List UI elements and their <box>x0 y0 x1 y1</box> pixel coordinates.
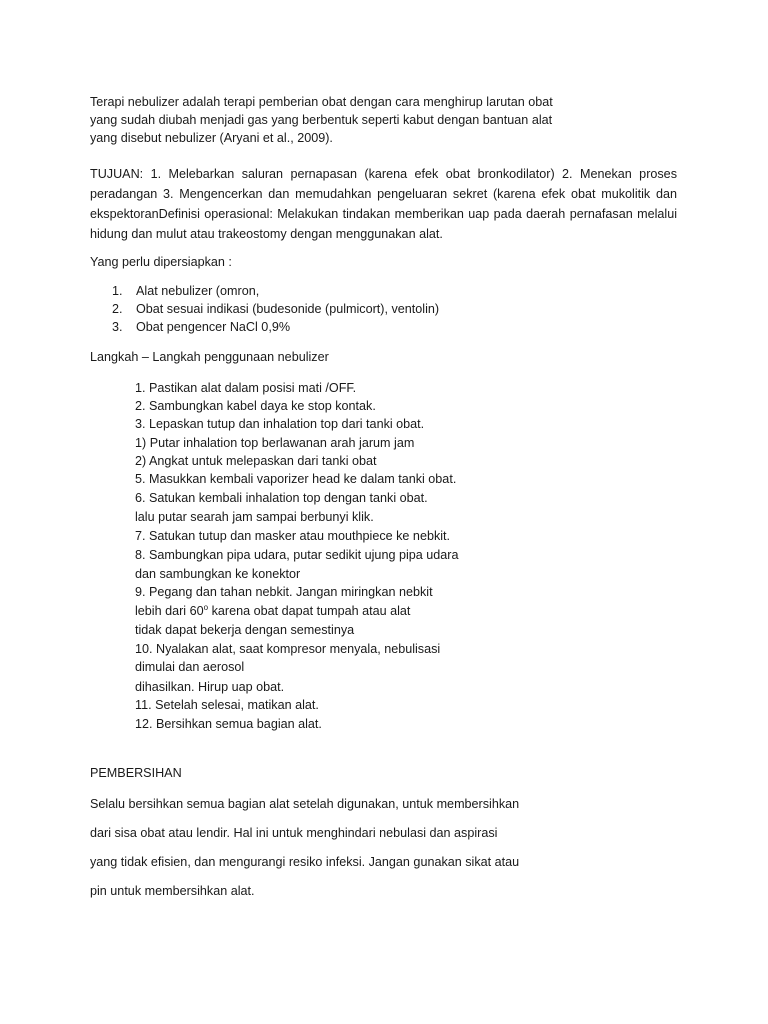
langkah-line-1: 1. Pastikan alat dalam posisi mati /OFF. <box>135 381 357 395</box>
langkah-line-13-after: karena obat dapat tumpah atau alat <box>208 604 411 618</box>
langkah-line-11: dan sambungkan ke konektor <box>135 567 301 581</box>
pembersihan-line-4: pin untuk membersihkan alat. <box>90 884 255 898</box>
langkah-line-8: lalu putar searah jam sampai berbunyi klik. <box>135 510 374 524</box>
langkah-line-16: dimulai dan aerosol <box>135 660 245 674</box>
persiapan-item-3: Obat pengencer NaCl 0,9% <box>136 320 291 334</box>
langkah-line-19: 12. Bersihkan semua bagian alat. <box>135 717 322 731</box>
persiapan-item-2: Obat sesuai indikasi (budesonide (pulmicort), ventolin) <box>136 302 440 316</box>
langkah-line-2: 2. Sambungkan kabel daya ke stop kontak. <box>135 399 376 413</box>
persiapan-heading: Yang perlu dipersiapkan : <box>90 255 232 269</box>
langkah-line-9: 7. Satukan tutup dan masker atau mouthpiece ke nebkit. <box>135 529 451 543</box>
langkah-line-10: 8. Sambungkan pipa udara, putar sedikit ujung pipa udara <box>135 548 459 562</box>
langkah-line-13 <box>135 602 410 620</box>
pembersihan-heading: PEMBERSIHAN <box>90 766 182 780</box>
langkah-line-6: 5. Masukkan kembali vaporizer head ke dalam tanki obat. <box>135 472 457 486</box>
persiapan-number-2: 2. <box>112 302 123 316</box>
persiapan-number-3: 3. <box>112 320 123 334</box>
langkah-line-18: 11. Setelah selesai, matikan alat. <box>135 698 319 712</box>
langkah-line-7: 6. Satukan kembali inhalation top dengan tanki obat. <box>135 491 428 505</box>
persiapan-item-1: Alat nebulizer (omron, <box>136 284 260 298</box>
tujuan-paragraph: TUJUAN: 1. Melebarkan saluran pernapasan (karena efek obat bronkodilator) 2. Menekan proses peradangan 3. Mengencerkan dan memudahkan pengeluaran sekret (karena efek obat mukolitik dan ekspektoranDefinisi operasional: Melakukan tindakan memberikan uap pada daerah pernafasan melalui hidung dan mulut atau trakeostomy dengan menggunakan alat. <box>90 167 677 241</box>
intro-line-2: yang sudah diubah menjadi gas yang berbentuk seperti kabut dengan bantuan alat <box>90 113 553 127</box>
langkah-line-17: dihasilkan. Hirup uap obat. <box>135 680 285 694</box>
langkah-line-5: 2) Angkat untuk melepaskan dari tanki obat <box>135 454 377 468</box>
pembersihan-line-2: dari sisa obat atau lendir. Hal ini untuk menghindari nebulasi dan aspirasi <box>90 826 498 840</box>
langkah-line-4: 1) Putar inhalation top berlawanan arah jarum jam <box>135 436 415 450</box>
intro-line-3: yang disebut nebulizer (Aryani et al., 2009). <box>90 131 333 145</box>
degree-sup: o <box>203 603 209 612</box>
langkah-line-14: tidak dapat bekerja dengan semestinya <box>135 623 355 637</box>
langkah-line-15: 10. Nyalakan alat, saat kompresor menyala, nebulisasi <box>135 642 441 656</box>
persiapan-number-1: 1. <box>112 284 123 298</box>
intro-line-1: Terapi nebulizer adalah terapi pemberian obat dengan cara menghirup larutan obat <box>90 95 553 109</box>
langkah-line-12: 9. Pegang dan tahan nebkit. Jangan miringkan nebkit <box>135 585 433 599</box>
langkah-heading: Langkah – Langkah penggunaan nebulizer <box>90 350 329 364</box>
langkah-line-13-before: lebih dari 60 <box>135 604 204 618</box>
langkah-line-3: 3. Lepaskan tutup dan inhalation top dari tanki obat. <box>135 417 425 431</box>
pembersihan-line-1: Selalu bersihkan semua bagian alat setelah digunakan, untuk membersihkan <box>90 797 520 811</box>
pembersihan-line-3: yang tidak efisien, dan mengurangi resiko infeksi. Jangan gunakan sikat atau <box>90 855 520 869</box>
